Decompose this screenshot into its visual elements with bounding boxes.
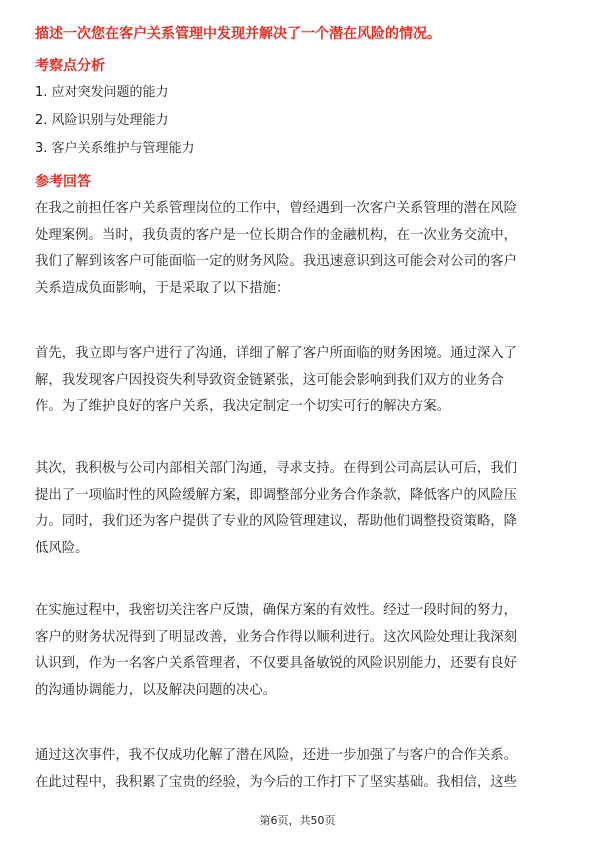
paragraph-line: 关系造成负面影响，于是采取了以下措施：	[35, 280, 290, 296]
analysis-point-2: 2. 风险识别与处理能力	[35, 113, 169, 128]
paragraph-line: 处理案例。当时，我负责的客户是一位长期合作的金融机构，在一次业务交流中，	[35, 227, 518, 243]
page-number-footer: 第6页，共50页	[259, 814, 336, 827]
question-heading: 描述一次您在客户关系管理中发现并解决了一个潜在风险的情况。	[35, 26, 441, 42]
paragraph-line: 我们了解到该客户可能面临一定的财务风险。我迅速意识到这可能会对公司的客户	[35, 254, 518, 269]
answer-paragraph-1	[35, 196, 563, 302]
paragraph-line: 提出了一项临时性的风险缓解方案，即调整部分业务合作条款，降低客户的风险压	[35, 487, 518, 503]
paragraph-line: 低风险。	[35, 540, 89, 556]
paragraph-line: 在实施过程中，我密切关注客户反馈，确保方案的有效性。经过一段时间的努力，	[35, 603, 518, 618]
paragraph-line: 通过这次事件，我不仅成功化解了潜在风险，还进一步加强了与客户的合作关系。	[35, 748, 518, 763]
answer-paragraph-2	[35, 341, 563, 421]
paragraph-line: 客户的财务状况得到了明显改善，业务合作得以顺利进行。这次风险处理让我深刻	[35, 629, 518, 645]
analysis-point-1: 1. 应对突发问题的能力	[35, 85, 169, 100]
paragraph-line: 的沟通协调能力，以及解决问题的决心。	[35, 682, 277, 698]
analysis-title: 考察点分析	[35, 58, 105, 74]
paragraph-line: 首先，我立即与客户进行了沟通，详细了解了客户所面临的财务困境。通过深入了	[35, 346, 518, 361]
analysis-point-3: 3. 客户关系维护与管理能力	[35, 141, 195, 156]
paragraph-line: 在此过程中，我积累了宝贵的经验，为今后的工作打下了坚实基础。我相信，这些	[35, 774, 518, 790]
answer-paragraph-3	[35, 456, 563, 562]
answer-title: 参考回答	[35, 174, 91, 190]
paragraph-line: 其次，我积极与公司内部相关部门沟通，寻求支持。在得到公司高层认可后，我们	[35, 461, 518, 476]
answer-paragraph-4	[35, 598, 563, 704]
paragraph-line: 解，我发现客户因投资失利导致资金链紧张，这可能会影响到我们双方的业务合	[35, 372, 504, 388]
paragraph-line: 在我之前担任客户关系管理岗位的工作中，曾经遇到一次客户关系管理的潜在风险	[35, 201, 518, 216]
paragraph-line: 力。同时，我们还为客户提供了专业的风险管理建议，帮助他们调整投资策略，降	[35, 514, 518, 529]
paragraph-line: 作。为了维护良好的客户关系，我决定制定一个切实可行的解决方案。	[35, 399, 451, 414]
answer-paragraph-5	[35, 743, 563, 796]
paragraph-line: 认识到，作为一名客户关系管理者，不仅要具备敏锐的风险识别能力，还要有良好	[35, 656, 518, 671]
